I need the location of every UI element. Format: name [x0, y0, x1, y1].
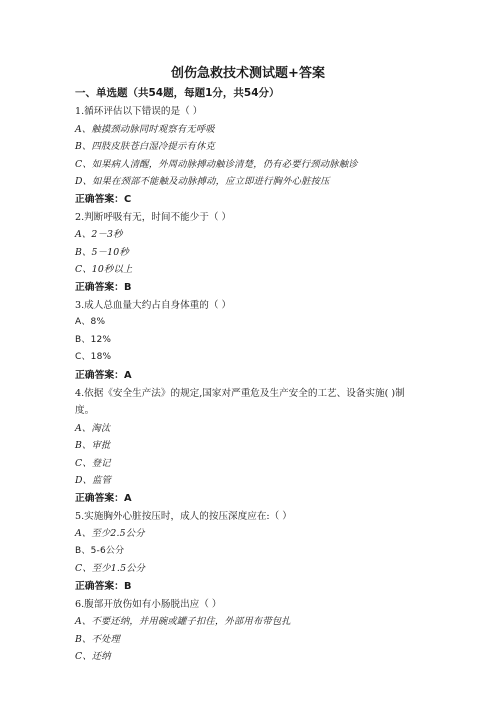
- question-option: C、至少1.5公分: [75, 563, 146, 575]
- question-list: [75, 103, 421, 666]
- question-option: A、不要还纳，并用碗或罐子扣住，外部用布带包扎: [75, 616, 291, 628]
- question-option: B、四肢皮肤苍白湿冷提示有休克: [75, 141, 215, 153]
- question-option: C、18%: [75, 352, 112, 363]
- question-option: B、5-6公分: [75, 545, 125, 556]
- correct-answer: 正确答案：A: [75, 493, 132, 505]
- correct-answer: 正确答案：B: [75, 581, 132, 593]
- correct-answer: 正确答案：B: [75, 281, 132, 293]
- question-option: C、还纳: [75, 651, 111, 663]
- question-stem: 6.腹部开放伤如有小肠脱出应（ ）: [75, 598, 222, 610]
- question-option: A、淘汰: [75, 422, 111, 434]
- question-option: A、8%: [75, 317, 106, 328]
- question-option: B、12%: [75, 334, 112, 345]
- question-option: A、至少2.5公分: [75, 528, 145, 540]
- section-heading: 一、单选题（共54题，每题1分，共54分）: [75, 87, 280, 99]
- correct-answer: 正确答案：A: [75, 369, 132, 381]
- question-stem: 3.成人总血量大约占自身体重的（ ）: [75, 299, 232, 311]
- question-option: C、登记: [75, 457, 111, 469]
- question-option: C、10秒以上: [75, 264, 133, 276]
- question-option: B、审批: [75, 440, 111, 452]
- question-option: B、不处理: [75, 633, 121, 645]
- question-option: D、监管: [75, 475, 112, 487]
- question-option: A、2－3秒: [75, 229, 123, 241]
- correct-answer: 正确答案：C: [75, 193, 132, 205]
- question-option: C、如果病人清醒，外周动脉搏动触诊清楚，仍有必要行颈动脉触诊: [75, 158, 358, 170]
- question-stem: 5.实施胸外心脏按压时，成人的按压深度应在:（ ）: [75, 510, 292, 522]
- document-title: 创伤急救技术测试题+答案: [171, 66, 325, 81]
- question-option: D、如果在颈部不能触及动脉搏动，应立即进行胸外心脏按压: [75, 176, 330, 188]
- question-stem: 2.判断呼吸有无，时间不能少于（ ）: [75, 211, 232, 223]
- question-option: B、5－10秒: [75, 246, 129, 258]
- question-stem: 4.依据《安全生产法》的规定,国家对严重危及生产安全的工艺、设备实施( )制度。: [75, 387, 405, 417]
- question-stem: 1.循环评估以下错误的是（ ）: [75, 106, 203, 117]
- question-option: A、触摸颈动脉同时观察有无呼吸: [75, 123, 215, 135]
